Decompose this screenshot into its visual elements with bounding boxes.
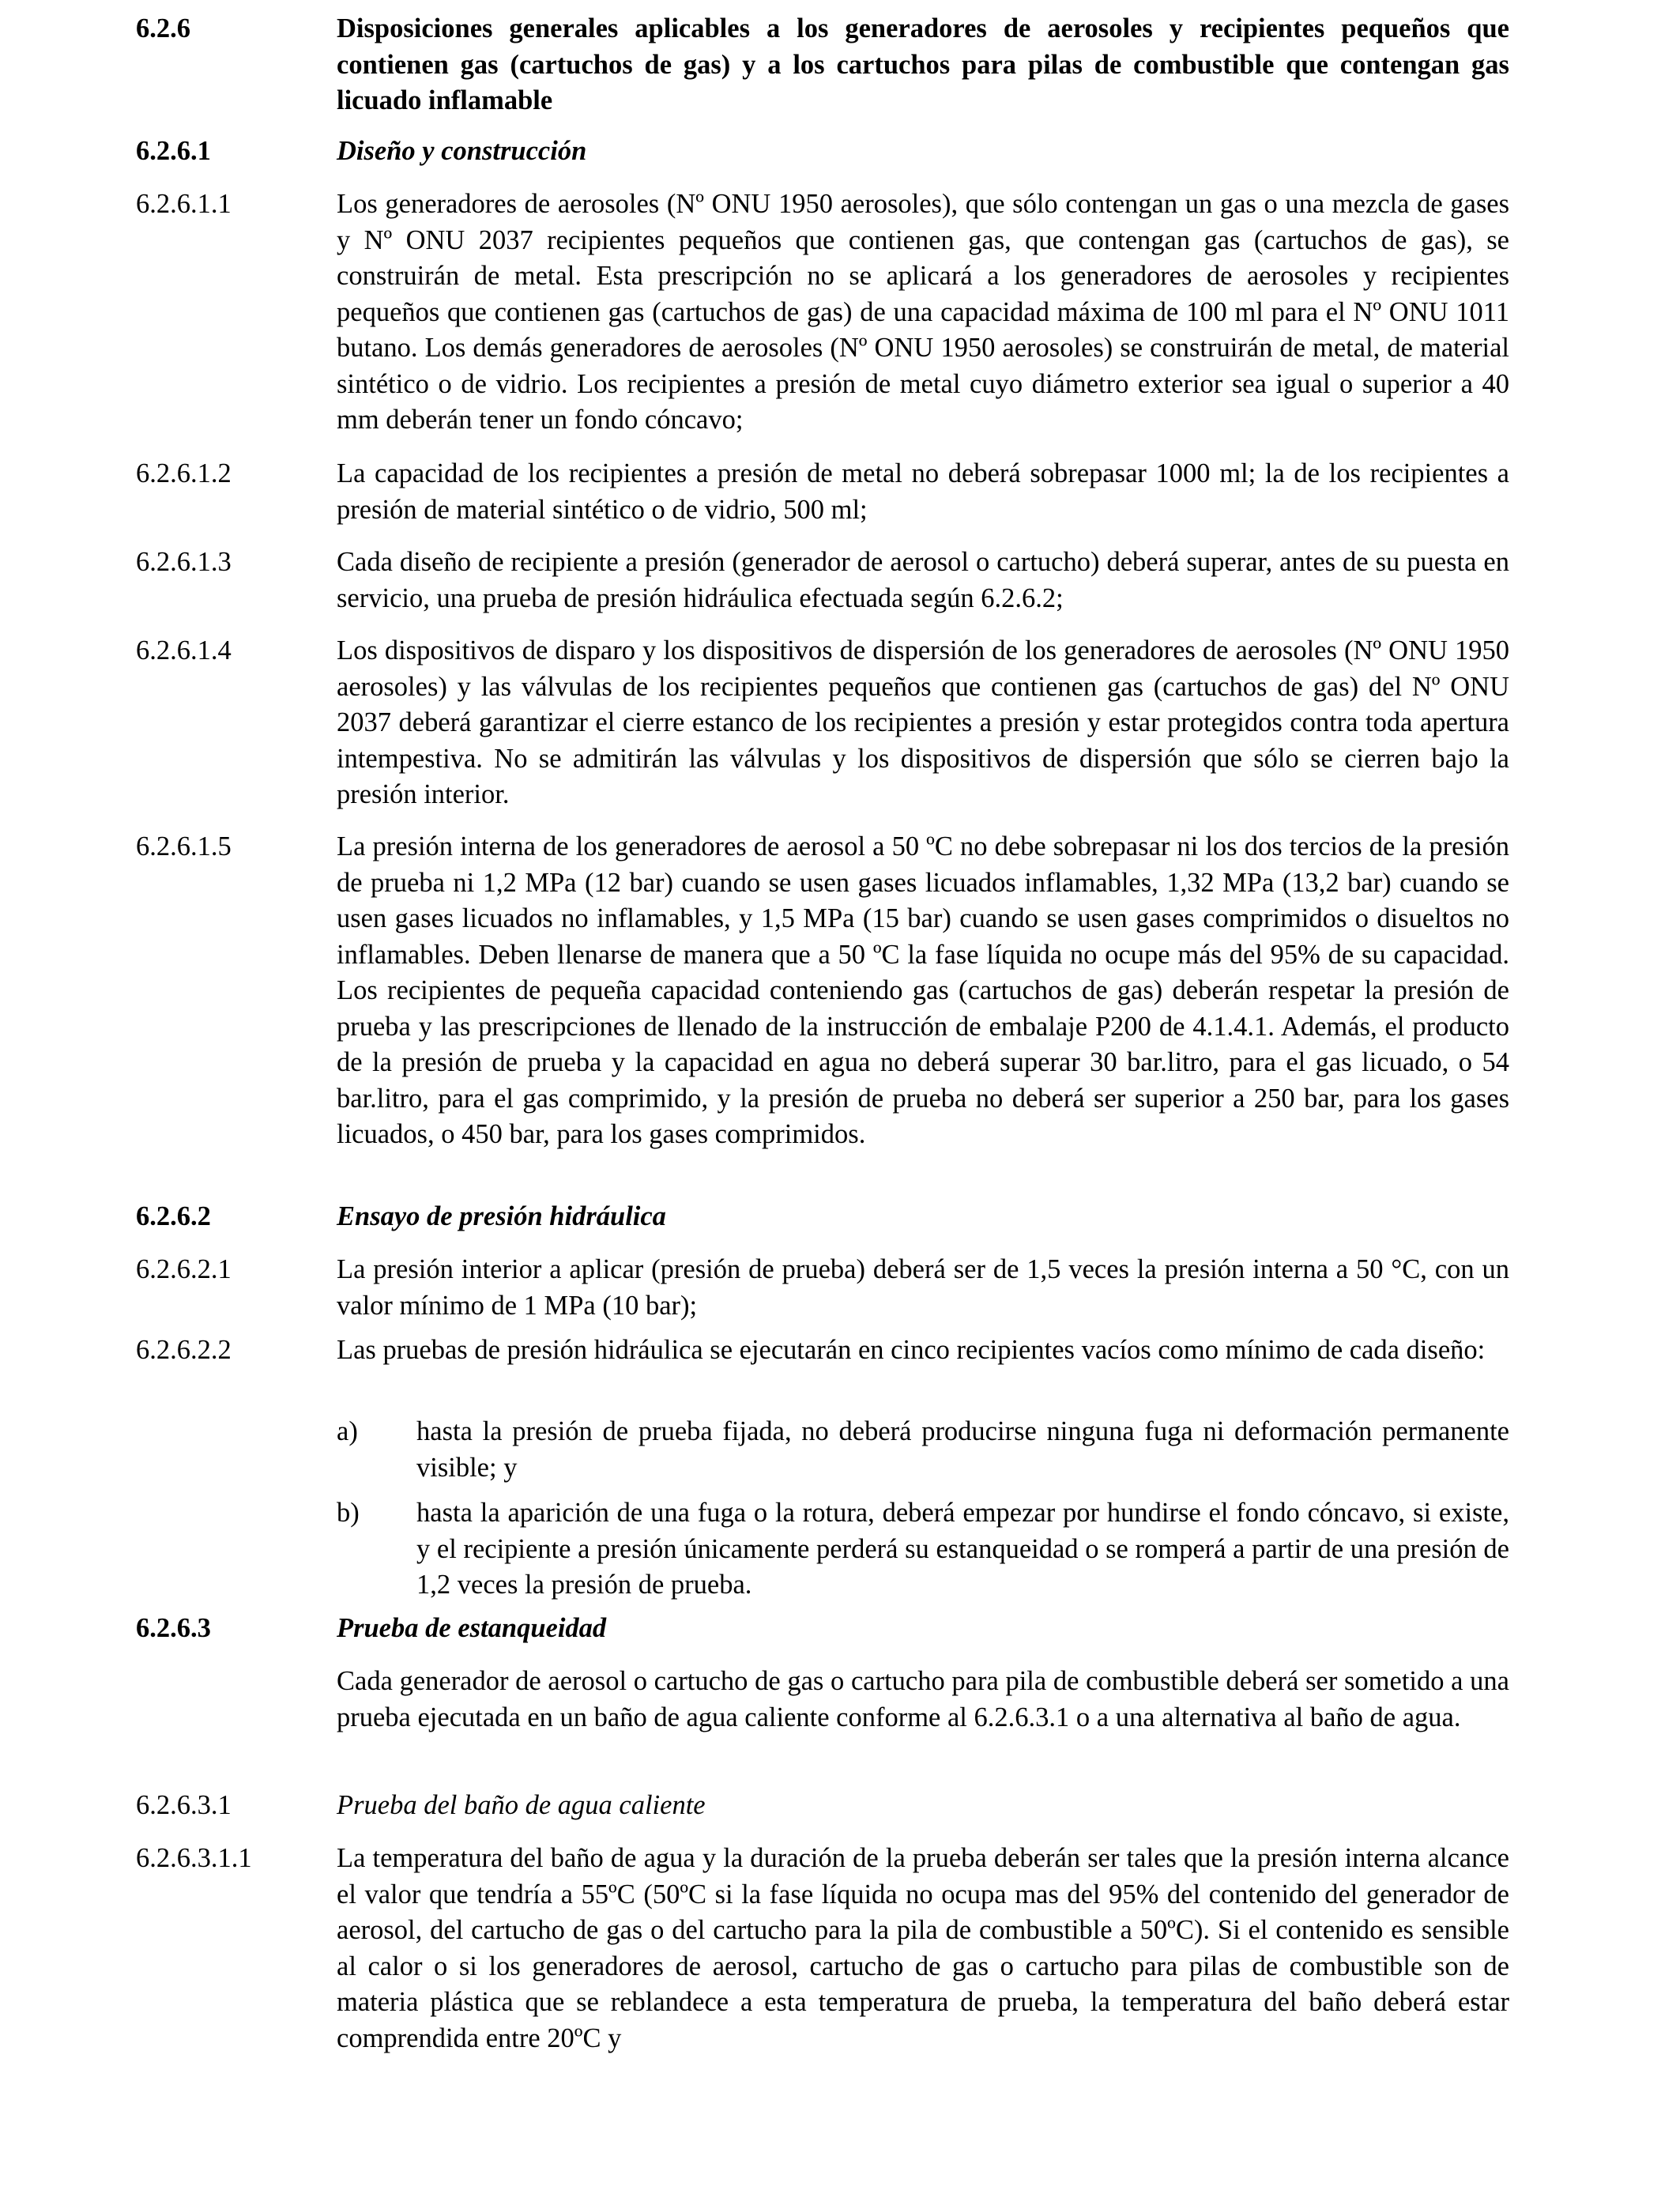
list-letter: a) xyxy=(337,1416,358,1446)
paragraph-text: La capacidad de los recipientes a presión de metal no deberá sobrepasar 1000 ml; la de los recipientes a presión de material sintético o de vidrio, 500 ml; xyxy=(337,458,1509,525)
section-number: 6.2.6.1 xyxy=(136,136,211,166)
paragraph-number: 6.2.6.1.4 xyxy=(136,635,232,665)
paragraph-text: Los dispositivos de disparo y los dispositivos de dispersión de los generadores de aerosoles (Nº ONU 1950 aerosoles) y las válvulas de los recipientes pequeños que contienen gas (cartuchos de gas) del Nº ONU 2037 deberá garantizar el cierre estanco de los recipientes a presión y estar protegidos contra toda apertura intempestiva. No se admitirán las válvulas y los dispositivos de dispersión que sólo se cierren bajo la presión interior. xyxy=(337,635,1509,809)
section-number: 6.2.6.2 xyxy=(136,1201,211,1231)
section-number: 6.2.6.3 xyxy=(136,1613,211,1643)
paragraph-number: 6.2.6.1.1 xyxy=(136,189,232,219)
paragraph-text: Cada diseño de recipiente a presión (generador de aerosol o cartucho) deberá superar, antes de su puesta en servicio, una prueba de presión hidráulica efectuada según 6.2.6.2; xyxy=(337,547,1509,613)
section-heading: Prueba del baño de agua caliente xyxy=(337,1790,706,1820)
section-number: 6.2.6 xyxy=(136,13,190,43)
paragraph-number: 6.2.6.1.2 xyxy=(136,458,232,488)
section-heading: Diseño y construcción xyxy=(337,136,587,166)
paragraph-number: 6.2.6.2.2 xyxy=(136,1335,232,1365)
section-heading: Prueba de estanqueidad xyxy=(337,1613,607,1643)
paragraph-number: 6.2.6.2.1 xyxy=(136,1254,232,1284)
list-text: hasta la aparición de una fuga o la rotura, deberá empezar por hundirse el fondo cóncavo, si existe, y el recipiente a presión únicamente perderá su estanqueidad o se romperá a partir de una presión de 1,2 veces la presión de prueba. xyxy=(416,1498,1509,1600)
paragraph-text: Cada generador de aerosol o cartucho de gas o cartucho para pila de combustible deberá ser sometido a una prueba ejecutada en un baño de agua caliente conforme al 6.2.6.3.1 o a una alternativa al baño de agua. xyxy=(337,1666,1509,1732)
list-text: hasta la presión de prueba fijada, no deberá producirse ninguna fuga ni deformación permanente visible; y xyxy=(416,1416,1509,1483)
list-letter: b) xyxy=(337,1498,360,1528)
section-heading: Disposiciones generales aplicables a los generadores de aerosoles y recipientes pequeños que contienen gas (cartuchos de gas) y a los cartuchos para pilas de combustible que contengan gas licuado inflamable xyxy=(337,13,1509,115)
paragraph-number: 6.2.6.1.3 xyxy=(136,547,232,577)
paragraph-text: Las pruebas de presión hidráulica se ejecutarán en cinco recipientes vacíos como mínimo de cada diseño: xyxy=(337,1335,1486,1365)
paragraph-text: La temperatura del baño de agua y la duración de la prueba deberán ser tales que la presión interna alcance el valor que tendría a 55ºC (50ºC si la fase líquida no ocupa mas del 95% del contenido del generador de aerosol, del cartucho de gas o del cartucho para la pila de combustible a 50ºC). Si el contenido es sensible al calor o si los generadores de aerosol, cartucho de gas o cartucho para pilas de combustible son de materia plástica que se reblandece a esta temperatura de prueba, la temperatura del baño deberá estar comprendida entre 20ºC y xyxy=(337,1843,1509,2053)
section-number: 6.2.6.3.1 xyxy=(136,1790,232,1820)
section-heading: Ensayo de presión hidráulica xyxy=(337,1201,666,1231)
paragraph-number: 6.2.6.1.5 xyxy=(136,831,232,861)
paragraph-text: La presión interior a aplicar (presión de prueba) deberá ser de 1,5 veces la presión interna a 50 °C, con un valor mínimo de 1 MPa (10 bar); xyxy=(337,1254,1509,1321)
paragraph-text: La presión interna de los generadores de aerosol a 50 ºC no debe sobrepasar ni los dos tercios de la presión de prueba ni 1,2 MPa (12 bar) cuando se usen gases licuados inflamables, 1,32 MPa (13,2 bar) cuando se usen gases licuados no inflamables, y 1,5 MPa (15 bar) cuando se usen gases comprimidos o disueltos no inflamables. Deben llenarse de manera que a 50 ºC la fase líquida no ocupe más del 95% de su capacidad. Los recipientes de pequeña capacidad conteniendo gas (cartuchos de gas) deberán respetar la presión de prueba y las prescripciones de llenado de la instrucción de embalaje P200 de 4.1.4.1. Además, el producto de la presión de prueba y la capacidad en agua no deberá superar 30 bar.litro, para el gas licuado, o 54 bar.litro, para el gas comprimido, y la presión de prueba no deberá ser superior a 250 bar, para los gases licuados, o 450 bar, para los gases comprimidos. xyxy=(337,831,1509,1149)
paragraph-number: 6.2.6.3.1.1 xyxy=(136,1843,252,1873)
paragraph-text: Los generadores de aerosoles (Nº ONU 1950 aerosoles), que sólo contengan un gas o una mezcla de gases y Nº ONU 2037 recipientes pequeños que contienen gas, que contengan gas (cartuchos de gas), se construirán de metal. Esta prescripción no se aplicará a los generadores de aerosoles y recipientes pequeños que contienen gas (cartuchos de gas) de una capacidad máxima de 100 ml para el Nº ONU 1011 butano. Los demás generadores de aerosoles (Nº ONU 1950 aerosoles) se construirán de metal, de material sintético o de vidrio. Los recipientes a presión de metal cuyo diámetro exterior sea igual o superior a 40 mm deberán tener un fondo cóncavo; xyxy=(337,189,1509,435)
